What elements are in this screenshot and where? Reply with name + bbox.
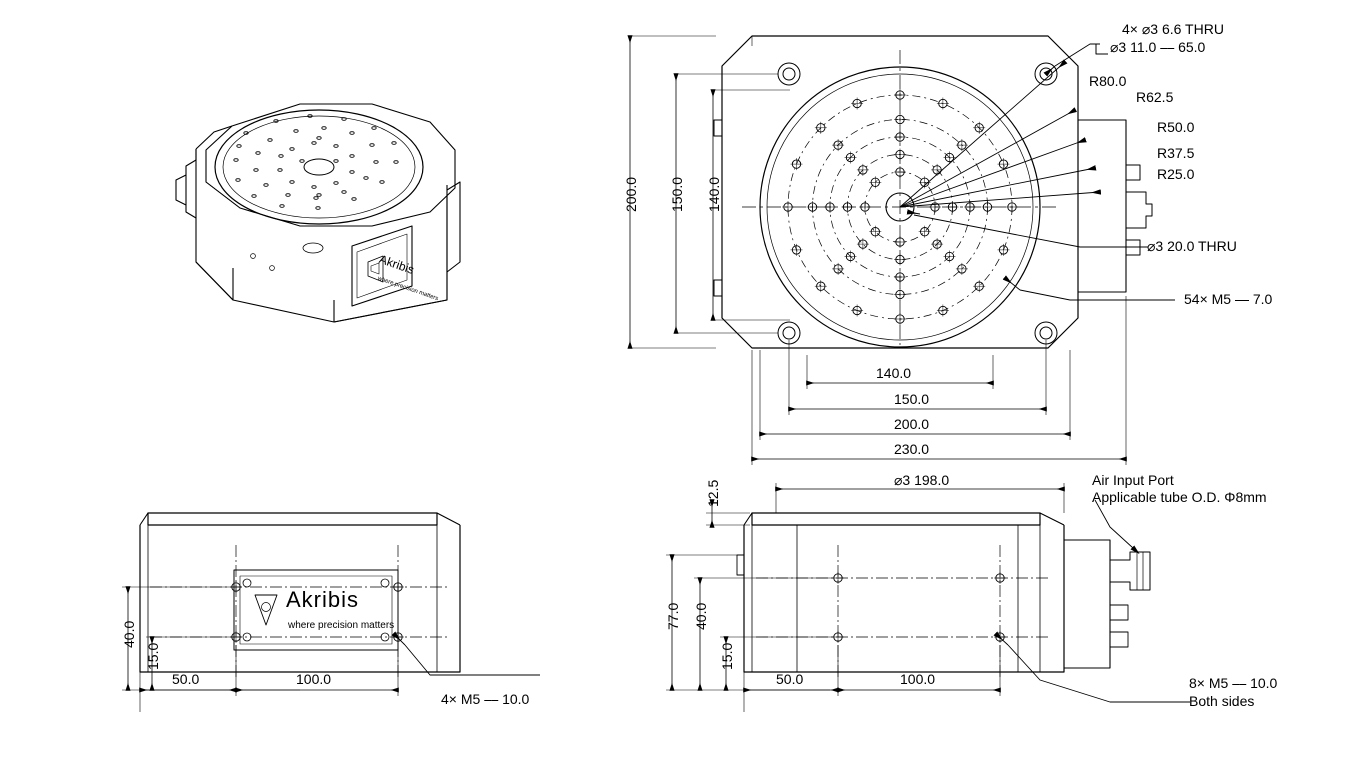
dim-front-40: 40.0 xyxy=(121,620,137,648)
dim-side-12-5: 12.5 xyxy=(705,479,721,507)
side-view-dims xyxy=(666,483,1064,712)
top-view-dims-horizontal xyxy=(752,296,1126,465)
label-air-tube-od: Applicable tube O.D. Φ8mm xyxy=(1092,489,1267,505)
dim-front-100: 100.0 xyxy=(296,671,332,687)
nameplate-tagline: where precision matters xyxy=(288,620,395,631)
dim-top-200h: 200.0 xyxy=(894,416,930,432)
iso-nameplate-brand: Akribis xyxy=(377,252,417,277)
view-side xyxy=(737,500,1190,702)
dim-side-77: 77.0 xyxy=(665,602,681,630)
nameplate-brand: Akribis xyxy=(286,587,360,612)
dim-top-200: 200.0 xyxy=(623,176,639,212)
counterbore-symbol xyxy=(1096,44,1108,54)
label-air-input-port: Air Input Port xyxy=(1092,472,1174,488)
callout-thru-holes-line2: ⌀3 11.0 ⎯⎯ 65.0 xyxy=(1110,39,1206,55)
callout-r25: R25.0 xyxy=(1157,166,1195,182)
callout-r62-5: R62.5 xyxy=(1136,89,1174,105)
dim-top-150h: 150.0 xyxy=(894,391,930,407)
callout-54x-m5: 54× M5 ⎯⎯ 7.0 xyxy=(1184,291,1273,307)
callout-r37-5: R37.5 xyxy=(1157,145,1195,161)
dim-side-15: 15.0 xyxy=(719,642,735,670)
dim-front-50: 50.0 xyxy=(172,671,200,687)
callout-4x-m5: 4× M5 ⎯⎯ 10.0 xyxy=(441,691,530,707)
callout-r80: R80.0 xyxy=(1089,73,1127,89)
dim-side-diameter: ⌀3 198.0 xyxy=(894,472,950,488)
iso-nameplate-tagline: where precision matters xyxy=(376,275,439,303)
dim-side-40: 40.0 xyxy=(693,602,709,630)
top-view-leaders xyxy=(900,44,1175,300)
callout-r50: R50.0 xyxy=(1157,119,1195,135)
callout-center-bore: ⌀3 20.0 THRU xyxy=(1147,238,1237,254)
callout-both-sides: Both sides xyxy=(1189,693,1255,709)
dim-top-150: 150.0 xyxy=(669,176,685,212)
callout-8x-m5: 8× M5 ⎯⎯ 10.0 xyxy=(1189,675,1278,691)
dim-top-140v: 140.0 xyxy=(706,176,722,212)
dim-side-100: 100.0 xyxy=(900,671,936,687)
callout-thru-holes-line1: 4× ⌀3 6.6 THRU xyxy=(1122,21,1224,37)
view-top xyxy=(714,36,1152,348)
dim-top-140h: 140.0 xyxy=(876,365,912,381)
dim-side-50: 50.0 xyxy=(776,671,804,687)
dim-top-230h: 230.0 xyxy=(894,441,930,457)
dim-front-15: 15.0 xyxy=(145,642,161,670)
